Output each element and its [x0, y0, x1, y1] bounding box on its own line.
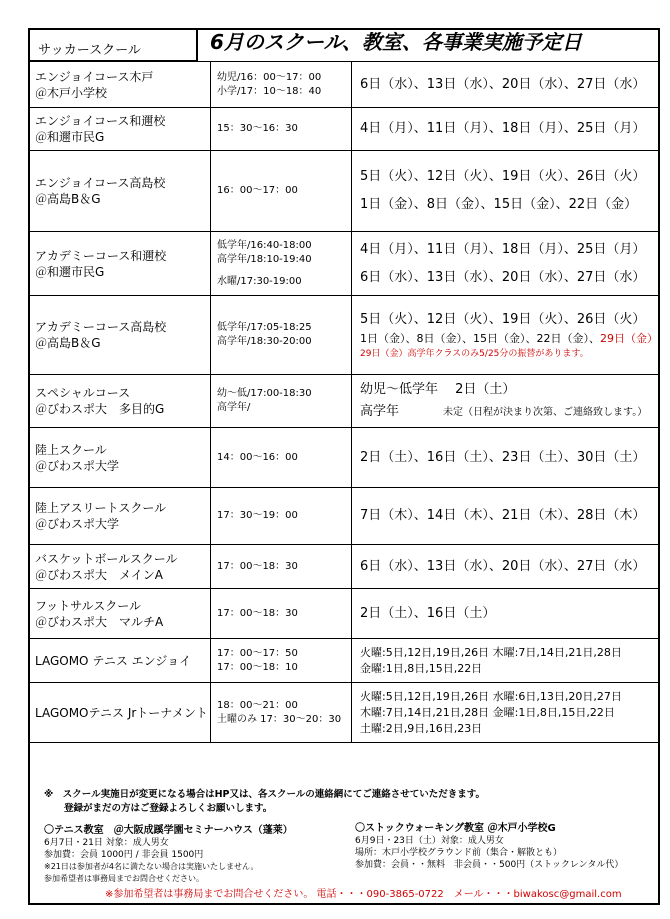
course-name: エンジョイコース木戸 ＠木戸小学校 [29, 62, 211, 108]
course-dates: 2日（土）、16日（土） [352, 589, 660, 639]
course-time: 18：00～21：00 土曜のみ 17：30～20：30 [211, 683, 352, 743]
course-name: 陸上スクール ＠びわスポ大学 [29, 428, 211, 488]
course-time: 14：00～16：00 [211, 428, 352, 488]
notes: ※ スクール実施日が変更になる場合はHP又は、各スクールの連絡網にてご連絡させていただきます。 登録がまだの方はご登録よろしくお願いします。 [44, 789, 486, 814]
course-name: 陸上アスリートスクール ＠びわスポ大学 [29, 488, 211, 545]
course-name: アカデミーコース和邇校 ＠和邇市民G [29, 232, 211, 296]
course-dates: 2日（土）、16日（土）、23日（土）、30日（土） [352, 428, 660, 488]
course-dates: 火曜:5日,12日,19日,26日 水曜:6日,13日,20日,27日 木曜:7日,14日,21日,28日 金曜:1日,8日,15日,22日 土曜:2日,9日,16日,23日 [352, 683, 660, 743]
course-time: 幼児/16：00～17：00 小学/17：10～18：40 [211, 62, 352, 108]
course-name: バスケットボールスクール ＠びわスポ大 メインA [29, 545, 211, 589]
course-dates: 6日（水）、13日（水）、20日（水）、27日（水） [352, 545, 660, 589]
table-row [29, 488, 660, 545]
course-time: 17：00～18：30 [211, 589, 352, 639]
school-label: サッカースクール [28, 28, 198, 62]
course-name: LAGOMOテニス Jrトーナメント [29, 683, 211, 743]
page-title: 6月のスクール、教室、各事業実施予定日 [210, 30, 582, 54]
course-name: スペシャルコース ＠びわスポ大 多目的G [29, 375, 211, 428]
course-dates: 7日（木）、14日（木）、21日（木）、28日（木） [352, 488, 660, 545]
table-row [29, 589, 660, 639]
table-row [29, 639, 660, 683]
table-row [29, 683, 660, 743]
table-row [29, 428, 660, 488]
course-name: フットサルスクール ＠びわスポ大 マルチA [29, 589, 211, 639]
course-time: 15：30～16：30 [211, 108, 352, 151]
walking-class-info: 〇ストックウォーキング教室 ＠木戸小学校G 6月9日・23日（土）対象：成人男女 場所：木戸小学校グラウンド前（集合・解散とも） 参加費：会員・・無料 非会員・・500円（ストックレンタル代） [355, 823, 624, 870]
table-row [29, 232, 660, 296]
course-dates: 火曜:5日,12日,19日,26日 木曜:7日,14日,21日,28日 金曜:1日,8日,15日,22日 [352, 639, 660, 683]
course-time: 17：00～18：30 [211, 545, 352, 589]
course-name: LAGOMO テニス エンジョイ [29, 639, 211, 683]
course-dates: 4日（月）、11日（月）、18日（月）、25日（月） [352, 108, 660, 151]
course-name: エンジョイコース高島校 ＠高島B＆G [29, 151, 211, 232]
course-time: 幼～低/17:00-18:30 高学年/ [211, 375, 352, 428]
course-dates: 幼児～低学年 2日（土） 高学年 未定（日程が決まり次第、ご連絡致します。） [352, 375, 660, 428]
table-row [29, 151, 660, 232]
course-dates: 4日（月）、11日（月）、18日（月）、25日（月） 6日（水）、13日（水）、20日（水）、27日（水） [352, 232, 660, 296]
contact-info: ※参加希望者は事務局までお問合せください。 電話・・・090-3865-0722 メール・・・biwakosc@gmail.com [105, 889, 622, 900]
course-dates: 6日（水）、13日（水）、20日（水）、27日（水） [352, 62, 660, 108]
table-row [29, 296, 660, 375]
course-time: 16：00～17：00 [211, 151, 352, 232]
table-row [29, 62, 660, 108]
course-time: 17：00～17：50 17：00～18：10 [211, 639, 352, 683]
course-name: アカデミーコース高島校 ＠高島B＆G [29, 296, 211, 375]
table-row [29, 375, 660, 428]
course-dates: 5日（火）、12日（火）、19日（火）、26日（火） 1日（金）、8日（金）、15日（金）、22日（金）、29日（金） 29日（金）高学年クラスのみ5/25分の振替があります。 [352, 296, 660, 375]
course-time: 低学年/16:40-18:00 高学年/18:10-19:40 水曜/17:30-19:00 [211, 232, 352, 296]
schedule-table [28, 61, 660, 743]
table-row [29, 108, 660, 151]
course-time: 17：30～19：00 [211, 488, 352, 545]
course-name: エンジョイコース和邇校 ＠和邇市民G [29, 108, 211, 151]
course-dates: 5日（火）、12日（火）、19日（火）、26日（火） 1日（金）、8日（金）、15日（金）、22日（金） [352, 151, 660, 232]
course-time: 低学年/17:05-18:25 高学年/18:30-20:00 [211, 296, 352, 375]
tennis-class-info: 〇テニス教室 ＠大阪成蹊学園セミナーハウス（蓬莱） 6月7日・21日 対象：成人男女 参加費：会員 1000円 / 非会員 1500円 ※21日は参加者が4名に満たない場合は実施いたしません。 参加希望者は事務局までお問合せください。 [44, 825, 293, 883]
table-row [29, 545, 660, 589]
